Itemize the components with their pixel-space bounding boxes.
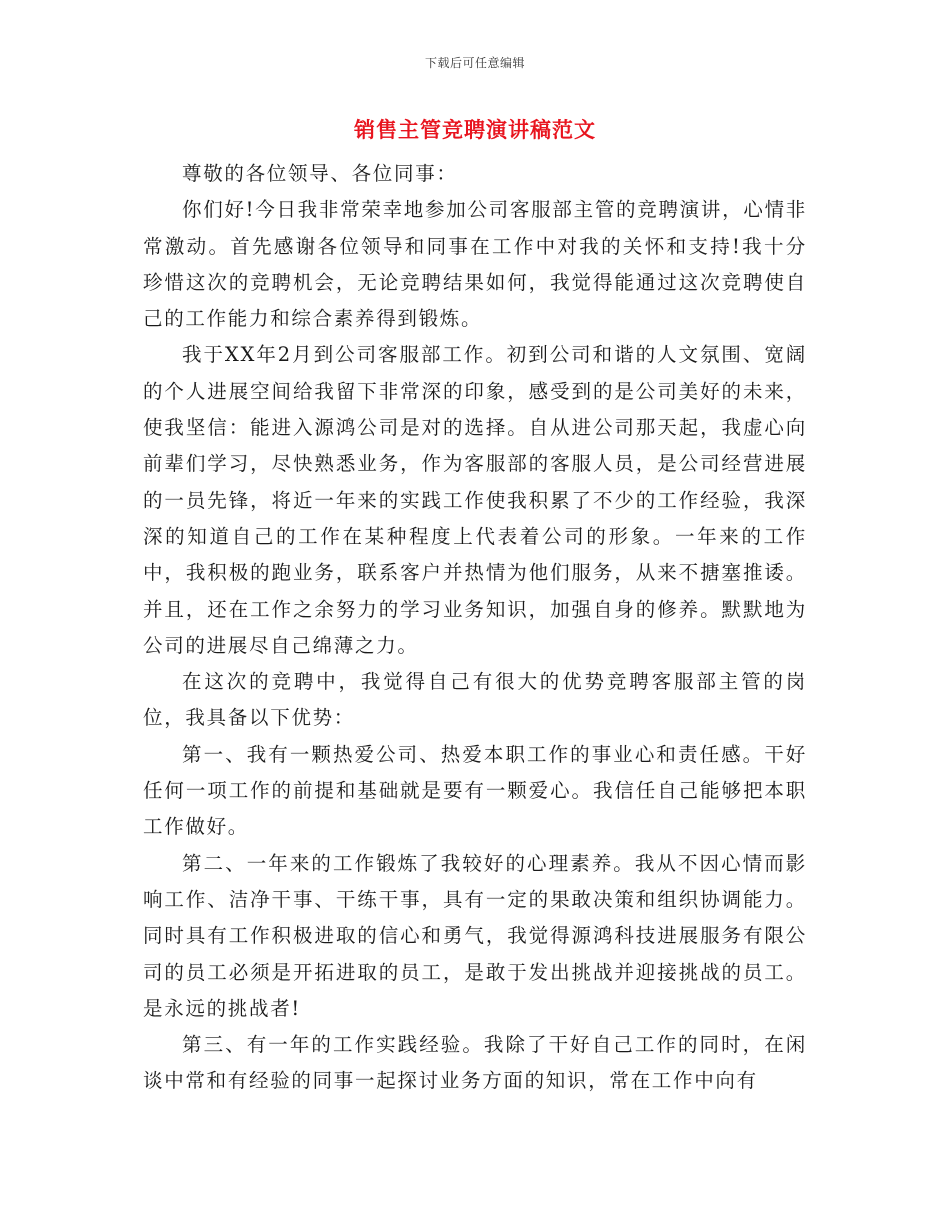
paragraph-advantage-1: 第一、我有一颗热爱公司、热爱本职工作的事业心和责任感。干好任何一项工作的前提和基础就是要有一颗爱心。我信任自己能够把本职工作做好。 — [143, 742, 807, 839]
paragraph-experience: 我于XX年2月到公司客服部工作。初到公司和谐的人文氛围、宽阔的个人进展空间给我留下非常深的印象，感受到的是公司美好的未来，使我坚信：能进入源鸿公司是对的选择。自从进公司那天起，我虚心向前辈们学习，尽快熟悉业务，作为客服部的客服人员，是公司经营进展的一员先锋，将近一年来的实践工作使我积累了不少的工作经验，我深深的知道自己的工作在某种程度上代表着公司的形象。一年来的工作中，我积极的跑业务，联系客户并热情为他们服务，从来不搪塞推诿。并且，还在工作之余努力的学习业务知识，加强自身的修养。默默地为公司的进展尽自己绵薄之力。 — [143, 343, 807, 657]
paragraph-advantage-2: 第二、一年来的工作锻炼了我较好的心理素养。我从不因心情而影响工作、洁净干事、干练干事，具有一定的果敢决策和组织协调能力。同时具有工作积极进取的信心和勇气，我觉得源鸿科技进展服务有限公司的员工必须是开拓进取的员工，是敢于发出挑战并迎接挑战的员工。是永远的挑战者! — [143, 851, 807, 1020]
document-title: 销售主管竞聘演讲稿范文 — [354, 117, 596, 142]
paragraph-greeting: 你们好!今日我非常荣幸地参加公司客服部主管的竞聘演讲，心情非常激动。首先感谢各位领导和同事在工作中对我的关怀和支持!我十分珍惜这次的竞聘机会，无论竞聘结果如何，我觉得能通过这次竞聘使自己的工作能力和综合素养得到锻炼。 — [143, 198, 807, 331]
header-note: 下载后可任意编辑 — [424, 56, 525, 70]
paragraph-advantage-3: 第三、有一年的工作实践经验。我除了干好自己工作的同时，在闲谈中常和有经验的同事一起探讨业务方面的知识，常在工作中向有 — [143, 1033, 807, 1093]
paragraph-advantages-intro: 在这次的竞聘中，我觉得自己有很大的优势竞聘客服部主管的岗位，我具备以下优势： — [143, 670, 807, 730]
paragraph-salutation: 尊敬的各位领导、各位同事： — [182, 162, 458, 185]
document-body — [143, 156, 807, 1100]
